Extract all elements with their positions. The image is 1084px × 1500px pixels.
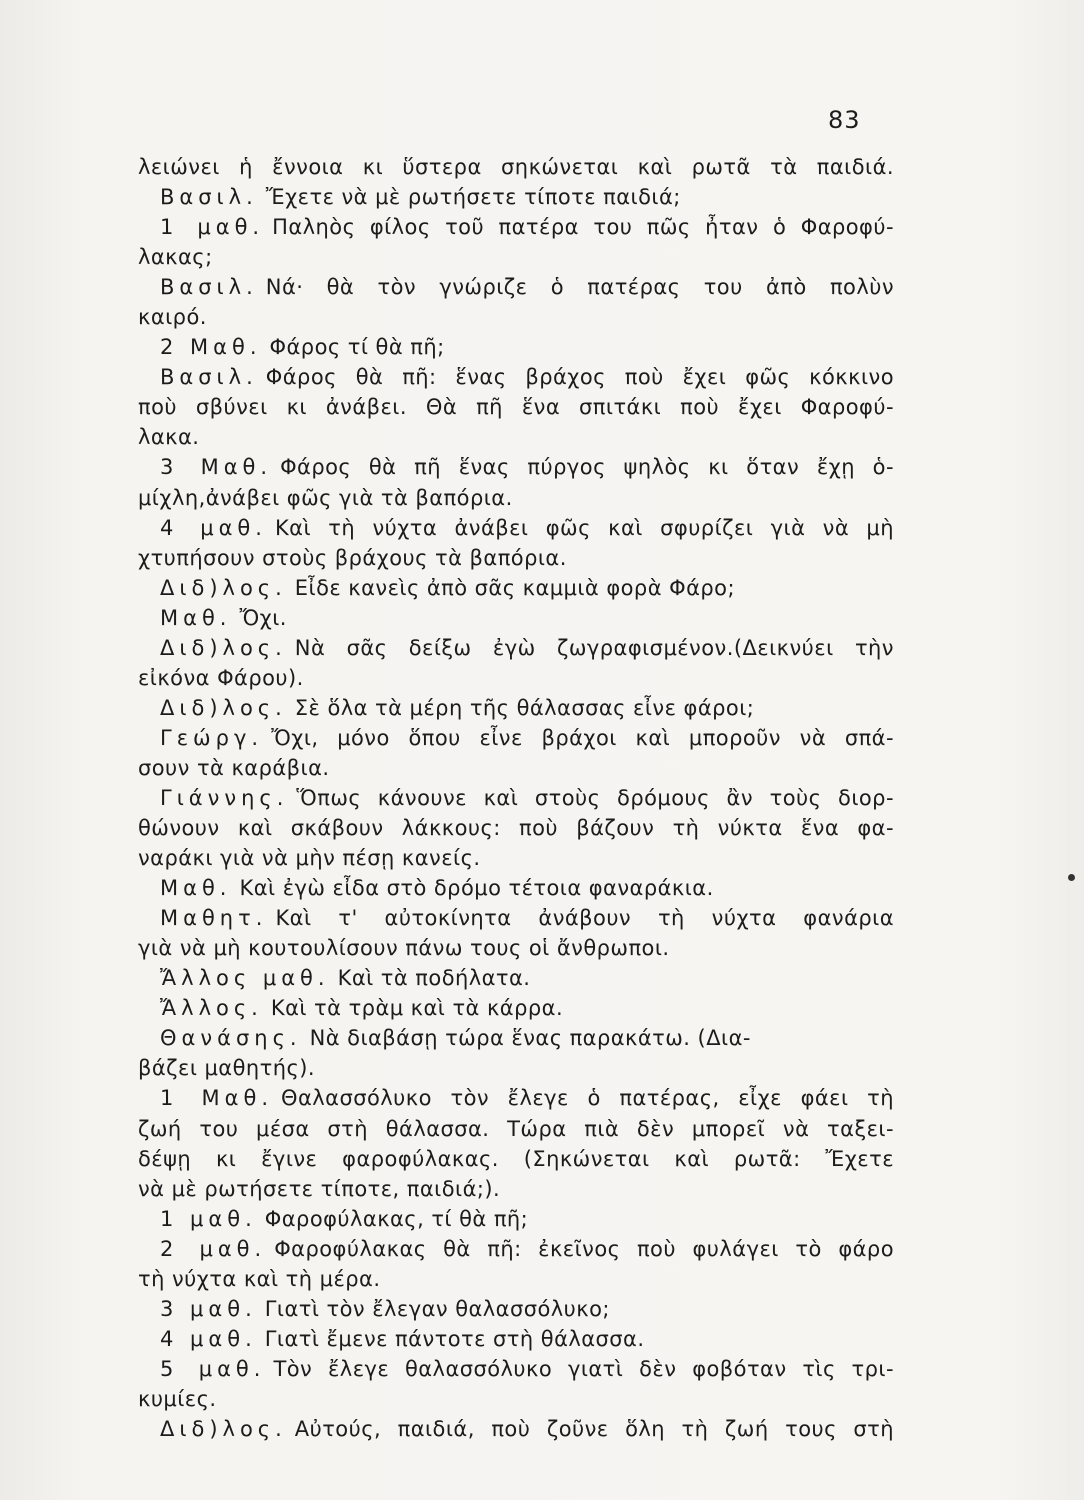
- speaker-label: Βασιλ.: [160, 275, 258, 300]
- text-line: [138, 1204, 894, 1234]
- line-text: Νά· θὰ τὸν γνώριζε ὁ πατέρας του ἀπὸ πολὺν: [265, 275, 894, 300]
- speaker-label: Ἄλλος μαθ.: [160, 966, 330, 991]
- page-number: 83: [828, 106, 861, 134]
- line-text: τὴ νύχτα καὶ τὴ μέρα.: [138, 1266, 381, 1291]
- line-text: Σὲ ὅλα τὰ μέρη τῆς θάλασσας εἶνε φάροι;: [294, 695, 755, 720]
- line-text: Καὶ τὰ τρὰμ καὶ τὰ κάρρα.: [270, 996, 564, 1021]
- speaker-label: 3 μαθ.: [160, 1296, 257, 1321]
- line-text: λειώνει ἡ ἔννοια κι ὕστερα σηκώνεται καὶ ρωτᾶ τὰ παιδιά.: [138, 155, 894, 179]
- speaker-label: Διδ)λος.: [160, 635, 287, 660]
- speaker-label: 2 Μαθ.: [160, 335, 262, 360]
- line-text: Ὅπως κάνουνε καὶ στοὺς δρόμους ἂν τοὺς διορ-: [296, 785, 894, 810]
- line-text: Παληὸς φίλος τοῦ πατέρα του πῶς ἦταν ὁ Φαροφύ-: [272, 215, 894, 240]
- text-line: [138, 543, 894, 573]
- speaker-label: Μαθ.: [160, 876, 232, 901]
- text-line: [138, 1414, 894, 1444]
- text-line: [138, 663, 894, 693]
- line-text: Αὐτούς, παιδιά, ποὺ ζοῦνε ὅλη τὴ ζωή τους στὴ: [294, 1416, 894, 1441]
- line-text: Τὸν ἔλεγε θαλασσόλυκο γιατὶ δὲν φοβόταν τὶς τρι-: [273, 1356, 894, 1381]
- text-line: [138, 1053, 894, 1083]
- line-text: Φαροφύλακας, τί θὰ πῆ;: [264, 1206, 529, 1231]
- line-text: λακα.: [138, 425, 200, 450]
- text-line: [138, 933, 894, 963]
- line-text: μίχλη,ἀνάβει φῶς γιὰ τὰ βαπόρια.: [138, 485, 513, 510]
- speaker-label: Μαθητ.: [160, 906, 268, 931]
- text-line: [138, 362, 894, 392]
- text-line: [138, 1144, 894, 1174]
- line-text: Καὶ τ' αὐτοκίνητα ἀνάβουν τὴ νύχτα φανάρια: [275, 906, 894, 931]
- line-text: ζωή του μέσα στὴ θάλασσα. Τώρα πιὰ δὲν μπορεῖ νὰ ταξει-: [138, 1116, 894, 1141]
- text-line: [138, 813, 894, 843]
- text-line: [138, 873, 894, 903]
- line-text: Γιατὶ τὸν ἔλεγαν θαλασσόλυκο;: [264, 1296, 610, 1321]
- line-text: ναράκι γιὰ νὰ μὴν πέσῃ κανείς.: [138, 846, 481, 871]
- text-line: [138, 1294, 894, 1324]
- speaker-label: Διδ)λος.: [160, 575, 287, 600]
- text-line: [138, 783, 894, 813]
- text-line: [138, 1114, 894, 1144]
- text-line: [138, 903, 894, 933]
- speaker-label: Γιάννης.: [160, 785, 289, 810]
- text-line: [138, 1324, 894, 1354]
- line-text: χτυπήσουν στοὺς βράχους τὰ βαπόρια.: [138, 545, 567, 570]
- line-text: Θαλασσόλυκο τὸν ἔλεγε ὁ πατέρας, εἶχε φάει τὴ: [281, 1086, 894, 1111]
- text-line: [138, 452, 894, 482]
- speaker-label: Βασιλ.: [160, 185, 258, 210]
- speaker-label: 1 Μαθ.: [160, 1086, 274, 1111]
- line-text: Καὶ ἐγὼ εἶδα στὸ δρόμο τέτοια φαναράκια.: [239, 876, 714, 901]
- speaker-label: Διδ)λος.: [160, 1416, 287, 1441]
- text-line: [138, 573, 894, 603]
- text-line: [138, 1174, 894, 1204]
- text-line: [138, 603, 894, 633]
- text-line: [138, 513, 894, 543]
- text-line: [138, 1023, 894, 1053]
- line-text: σουν τὰ καράβια.: [138, 755, 330, 780]
- speaker-label: 1 μαθ.: [160, 1206, 257, 1231]
- text-line: [138, 272, 894, 302]
- text-line: [138, 422, 894, 452]
- line-text: καιρό.: [138, 305, 207, 330]
- line-text: ποὺ σβύνει κι ἀνάβει. Θὰ πῆ ἕνα σπιτάκι ποὺ ἔχει Φαροφύ-: [138, 395, 894, 420]
- line-text: Ὄχι, μόνο ὅπου εἶνε βράχοι καὶ μποροῦν νὰ σπά-: [271, 725, 894, 750]
- line-text: εἰκόνα Φάρου).: [138, 665, 304, 690]
- line-text: Καὶ τὰ ποδήλατα.: [337, 966, 531, 991]
- line-text: γιὰ νὰ μὴ κουτουλίσουν πάνω τους οἱ ἄνθρωποι.: [138, 936, 670, 961]
- line-text: Φάρος τί θὰ πῆ;: [269, 335, 445, 360]
- text-line: [138, 1384, 894, 1414]
- text-line: [138, 1083, 894, 1113]
- text-line: [138, 392, 894, 422]
- line-text: Καὶ τὴ νύχτα ἀνάβει φῶς καὶ σφυρίζει γιὰ νὰ μὴ: [274, 515, 894, 540]
- line-text: Γιατὶ ἔμενε πάντοτε στὴ θάλασσα.: [264, 1326, 645, 1351]
- speaker-label: 3 Μαθ.: [160, 455, 273, 480]
- line-text: Φάρος θὰ πῆ ἕνας πύργος ψηλὸς κι ὅταν ἔχῃ ὁ-: [280, 455, 894, 480]
- line-text: λακας;: [138, 245, 213, 270]
- speaker-label: 5 μαθ.: [160, 1356, 266, 1381]
- line-text: νὰ μὲ ρωτήσετε τίποτε, παιδιά;).: [138, 1176, 501, 1201]
- text-line: [138, 963, 894, 993]
- text-line: [138, 182, 894, 212]
- text-line: [138, 483, 894, 513]
- text-line: [138, 242, 894, 272]
- text-line: [138, 1234, 894, 1264]
- speaker-label: 1 μαθ.: [160, 215, 265, 240]
- text-line: [138, 843, 894, 873]
- speaker-label: Θανάσης.: [160, 1026, 302, 1051]
- text-line: [138, 302, 894, 332]
- speaker-label: 4 μαθ.: [160, 515, 267, 540]
- text-line: [138, 723, 894, 753]
- line-text: Φαροφύλακας θὰ πῆ: ἐκεῖνος ποὺ φυλάγει τὸ φάρο: [274, 1236, 894, 1261]
- text-line: [138, 152, 894, 182]
- line-text: θώνουν καὶ σκάβουν λάκκους: ποὺ βάζουν τὴ νύκτα ἕνα φα-: [138, 816, 894, 841]
- line-text: δέψῃ κι ἔγινε φαροφύλακας. (Σηκώνεται καὶ ρωτᾶ: Ἔχετε: [138, 1146, 894, 1171]
- line-text: κυμίες.: [138, 1386, 217, 1411]
- line-text: Φάρος θὰ πῆ: ἕνας βράχος ποὺ ἔχει φῶς κόκκινο: [265, 365, 894, 390]
- text-line: [138, 212, 894, 242]
- text-line: [138, 633, 894, 663]
- line-text: Ὄχι.: [239, 605, 287, 630]
- line-text: Νὰ σᾶς δείξω ἐγὼ ζωγραφισμένον.(Δεικνύει τὴν: [294, 635, 894, 660]
- line-text: Νὰ διαβάσῃ τώρα ἕνας παρακάτω. (Δια-: [309, 1026, 751, 1051]
- speaker-label: Γεώργ.: [160, 725, 264, 750]
- line-text: Εἶδε κανεὶς ἀπὸ σᾶς καμμιὰ φορὰ Φάρο;: [294, 575, 736, 600]
- speaker-label: Διδ)λος.: [160, 695, 287, 720]
- speaker-label: Βασιλ.: [160, 365, 258, 390]
- speaker-label: Ἄλλος.: [160, 996, 263, 1021]
- dialogue-text: [138, 152, 894, 1444]
- text-line: [138, 993, 894, 1023]
- line-text: βάζει μαθητής).: [138, 1056, 316, 1081]
- text-line: [138, 693, 894, 723]
- speaker-label: 2 μαθ.: [160, 1236, 267, 1261]
- ink-speck: [1068, 874, 1075, 881]
- line-text: Ἔχετε νὰ μὲ ρωτήσετε τίποτε παιδιά;: [265, 185, 681, 210]
- text-line: [138, 332, 894, 362]
- speaker-label: 4 μαθ.: [160, 1326, 257, 1351]
- speaker-label: Μαθ.: [160, 605, 232, 630]
- text-line: [138, 753, 894, 783]
- text-line: [138, 1264, 894, 1294]
- text-line: [138, 1354, 894, 1384]
